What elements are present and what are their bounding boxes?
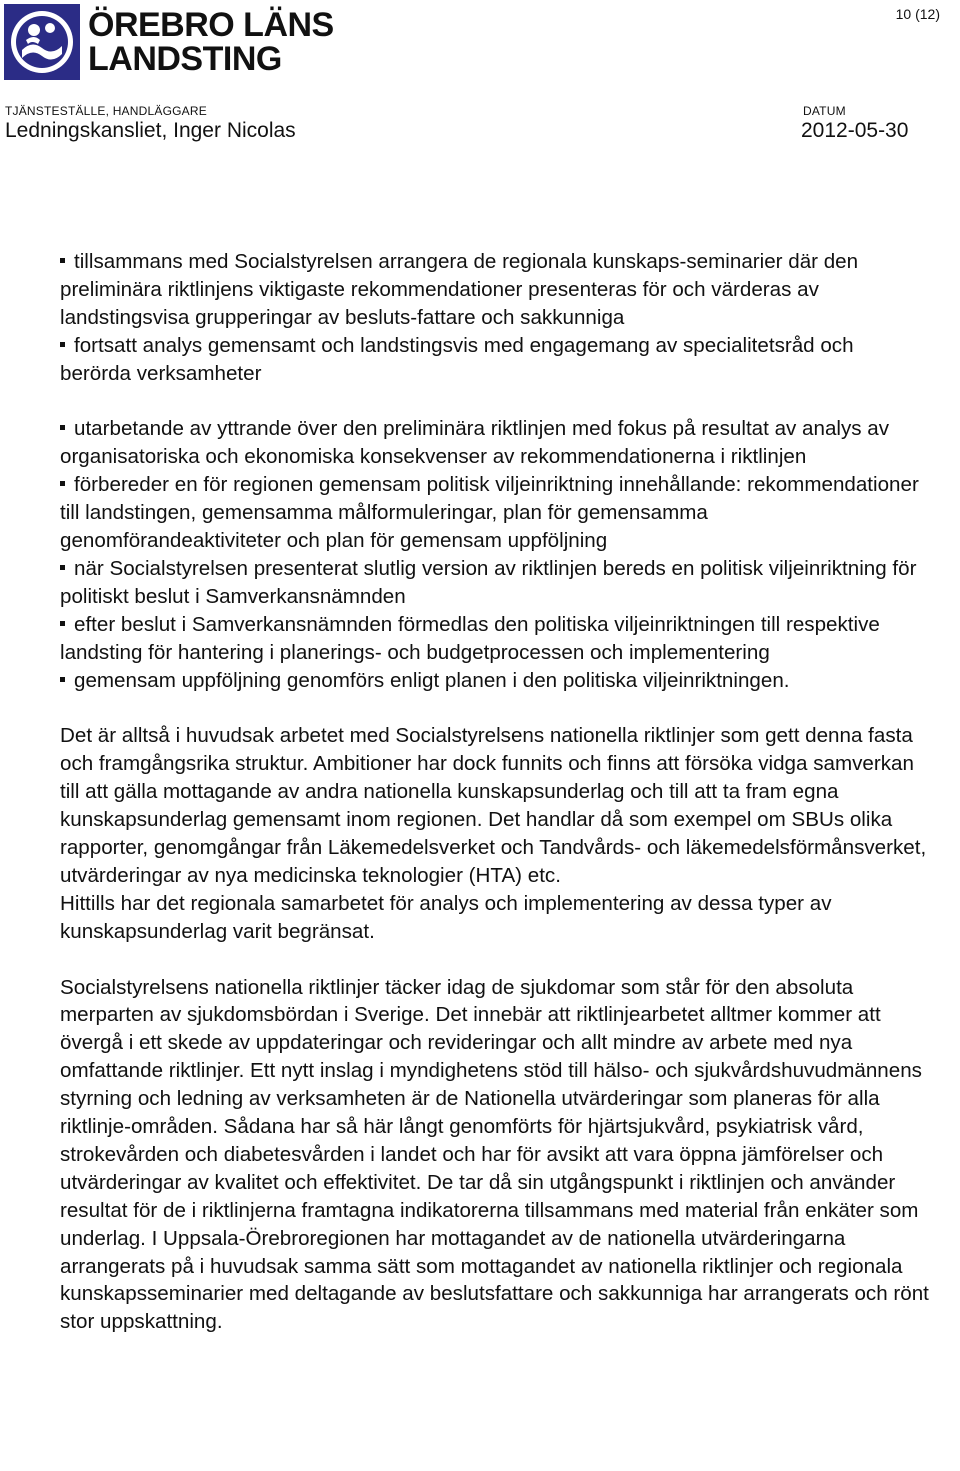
bullet-icon bbox=[60, 342, 65, 347]
bullet-text: utarbetande av yttrande över den preliminära riktlinjen med fokus på resultat av analys av organisatoriska och ekonomiska konsekvenser av rekommendationerna i riktlinjen bbox=[60, 417, 890, 469]
bullet-list-second bbox=[60, 415, 930, 694]
bullet-text: efter beslut i Samverkansnämnden förmedlas den politiska viljeinriktningen till respektive landsting för hantering i planerings- och budgetprocessen och implementering bbox=[60, 612, 880, 664]
issuer-label: TJÄNSTESTÄLLE, HANDLÄGGARE bbox=[5, 104, 207, 118]
spacer bbox=[60, 694, 930, 722]
paragraph-guidelines: Socialstyrelsens nationella riktlinjer täcker idag de sjukdomar som står för den absoluta merparten av sjukdomsbördan i Sverige. Det innebär att riktlinjearbetet alltmer kommer att övergå i ett skede av uppdateringar och revideringar och allt mindre av arbete med nya omfattande riktlinjer. Ett nytt inslag i myndighetens stöd till hälso- och sjukvårdshuvudmännens styrning och ledning av verksamheten är de Nationella utvärderingar som planeras för alla riktlinje-områden. Sådana har så här långt genomförts för hjärtsjukvård, psykiatrisk vård, strokevården och diabetesvården i landet och har för avsikt att vara öppna jämförelser och utvärderingar av kvalitet och effektivitet. De tar då sin utgångspunkt i riktlinjen och använder resultat för de i riktlinjerna framtagna indikatorerna tillsammans med material från enkäter som underlag. I Uppsala-Örebroregionen har mottagandet av de nationella utvärderingarna arrangerats på i huvudsak samma sätt som mottagandet av nationella riktlinjer och regionala kunskapsseminarier med deltagande av beslutsfattare och sakkunniga har arrangerats och rönt stor uppskattning. bbox=[60, 975, 929, 1334]
bullet-item bbox=[60, 667, 930, 695]
bullet-icon bbox=[60, 565, 65, 570]
page-number: 10 (12) bbox=[895, 6, 940, 22]
bullet-icon bbox=[60, 621, 65, 626]
brand-name-line2: LANDSTING bbox=[88, 40, 282, 78]
bullet-list-first bbox=[60, 248, 930, 388]
bullet-item bbox=[60, 332, 930, 388]
document-body bbox=[60, 248, 930, 1336]
bullet-icon bbox=[60, 425, 65, 430]
date-value: 2012-05-30 bbox=[801, 119, 909, 142]
paragraph-collaboration: Hittills har det regionala samarbetet för analys och implementering av dessa typer av kunskapsunderlag varit begränsat. bbox=[60, 891, 832, 943]
issuer-value: Ledningskansliet, Inger Nicolas bbox=[5, 119, 296, 142]
bullet-item bbox=[60, 471, 930, 555]
bullet-text: fortsatt analys gemensamt och landstingsvis med engagemang av specialitetsråd och berörda verksamheter bbox=[60, 333, 854, 385]
bullet-item bbox=[60, 415, 930, 471]
bullet-item bbox=[60, 248, 930, 332]
paragraph-structure: Det är alltså i huvudsak arbetet med Socialstyrelsens nationella riktlinjer som gett denna fasta och framgångsrika struktur. Ambitioner har dock funnits och finns att försöka vidga samverkan till att gälla mottagande av andra nationella kunskapsunderlag och till att ta fram egna kunskapsunderlag gemensamt inom regionen. Det handlar då som exempel om SBUs olika rapporter, genomgångar från Läkemedelsverket och Tandvårds- och läkemedelsförmånsverket, utvärderingar av nya medicinska teknologier (HTA) etc. bbox=[60, 724, 927, 887]
bullet-text: gemensam uppföljning genomförs enligt planen i den politiska viljeinriktningen. bbox=[74, 668, 790, 692]
bullet-icon bbox=[60, 677, 65, 682]
bullet-text: förbereder en för regionen gemensam politisk viljeinriktning innehållande: rekommendationer till landstingen, gemensamma målformuleringar, plan för gemensamma genomförandeaktiviteter och plan för gemensam uppföljning bbox=[60, 473, 919, 553]
date-label: DATUM bbox=[803, 104, 846, 118]
spacer bbox=[60, 946, 930, 974]
brand-name-line1: ÖREBRO LÄNS bbox=[88, 6, 334, 44]
bullet-icon bbox=[60, 481, 65, 486]
spacer bbox=[60, 388, 930, 416]
bullet-icon bbox=[60, 258, 65, 263]
landsting-logo bbox=[4, 4, 80, 80]
bullet-item bbox=[60, 611, 930, 667]
bullet-text: tillsammans med Socialstyrelsen arrangera de regionala kunskaps-seminarier där den preliminära riktlinjens viktigaste rekommendationer presenteras för och värderas av landstingsvisa grupperingar av besluts-fattare och sakkunniga bbox=[60, 250, 859, 329]
bullet-item bbox=[60, 555, 930, 611]
bullet-text: när Socialstyrelsen presenterat slutlig version av riktlinjen bereds en politisk viljeinriktning för politiskt beslut i Samverkansnämnden bbox=[60, 556, 917, 608]
